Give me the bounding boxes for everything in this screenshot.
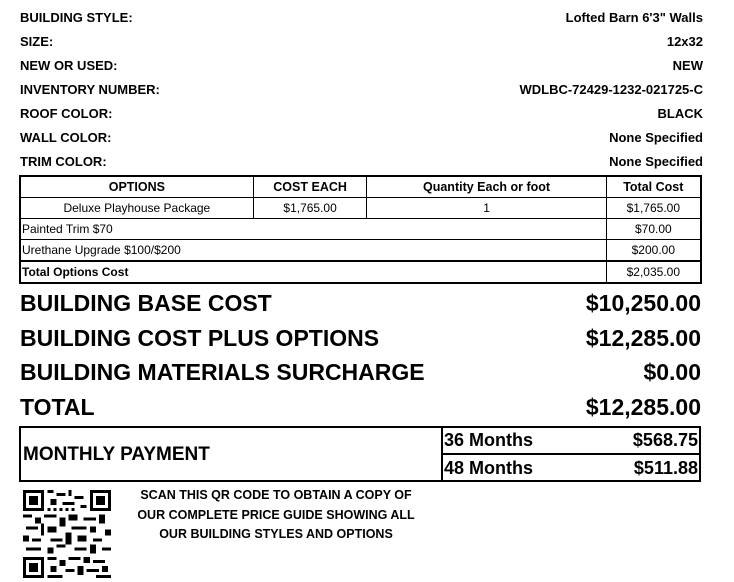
monthly-payment-label: MONTHLY PAYMENT xyxy=(23,444,210,465)
monthly-payment-box xyxy=(19,426,701,482)
spec-row-new-or-used xyxy=(0,58,734,82)
summary-cost-plus-options xyxy=(0,325,734,359)
table-row xyxy=(20,198,701,219)
spec-label: INVENTORY NUMBER: xyxy=(20,82,160,97)
option-name: Urethane Upgrade $100/$200 xyxy=(20,240,606,262)
spec-label: NEW OR USED: xyxy=(20,58,118,73)
summary-materials-surcharge xyxy=(0,359,734,393)
spec-row-building-style xyxy=(0,10,734,34)
divider xyxy=(441,453,699,455)
term-48-months: 48 Months xyxy=(444,458,534,478)
option-total: $70.00 xyxy=(606,219,701,240)
spec-value: BLACK xyxy=(657,106,703,121)
summary-value: $12,285.00 xyxy=(585,325,701,351)
option-total: $1,765.00 xyxy=(606,198,701,219)
spec-row-inventory-number xyxy=(0,82,734,106)
column-header-options: OPTIONS xyxy=(20,176,253,198)
summary-label: BUILDING BASE COST xyxy=(20,290,272,316)
table-header-row xyxy=(20,176,701,198)
spec-value: None Specified xyxy=(609,154,703,169)
spec-row-size xyxy=(0,34,734,58)
amount-48-months: $511.88 xyxy=(633,458,698,478)
option-cost-each: $1,765.00 xyxy=(253,198,367,219)
summary-base-cost xyxy=(0,290,734,324)
column-header-total-cost: Total Cost xyxy=(606,176,701,198)
table-row xyxy=(20,240,701,262)
spec-label: BUILDING STYLE: xyxy=(20,10,133,25)
spec-value: None Specified xyxy=(609,130,703,145)
option-name: Deluxe Playhouse Package xyxy=(20,198,253,219)
summary-label: TOTAL xyxy=(20,394,95,420)
qr-text-line: OUR BUILDING STYLES AND OPTIONS xyxy=(159,527,393,541)
summary-label: BUILDING MATERIALS SURCHARGE xyxy=(20,359,425,385)
option-total: $200.00 xyxy=(606,240,701,262)
table-row xyxy=(20,219,701,240)
spec-label: SIZE: xyxy=(20,34,54,49)
spec-label: ROOF COLOR: xyxy=(20,106,113,121)
total-options-value: $2,035.00 xyxy=(606,261,701,283)
summary-total xyxy=(0,394,734,428)
total-options-label: Total Options Cost xyxy=(20,261,606,283)
options-table xyxy=(19,175,702,284)
qr-text-line: OUR COMPLETE PRICE GUIDE SHOWING ALL xyxy=(137,507,415,522)
spec-label: TRIM COLOR: xyxy=(20,154,107,169)
spec-value: 12x32 xyxy=(666,34,703,49)
column-header-cost-each: COST EACH xyxy=(253,176,367,198)
spec-label: WALL COLOR: xyxy=(20,130,112,145)
summary-label: BUILDING COST PLUS OPTIONS xyxy=(20,325,380,351)
total-options-row xyxy=(20,261,701,283)
spec-value: NEW xyxy=(672,58,703,73)
summary-value: $12,285.00 xyxy=(585,394,701,420)
column-header-quantity: Quantity Each or foot xyxy=(367,176,606,198)
amount-36-months: $568.75 xyxy=(632,430,698,450)
spec-row-wall-color xyxy=(0,130,734,154)
qr-instructions xyxy=(120,486,432,545)
qr-code-icon[interactable] xyxy=(23,490,111,578)
spec-row-roof-color xyxy=(0,106,734,130)
option-name: Painted Trim $70 xyxy=(20,219,606,240)
summary-value: $10,250.00 xyxy=(585,290,701,316)
term-36-months: 36 Months xyxy=(444,430,534,450)
spec-value: WDLBC-72429-1232-021725-C xyxy=(519,82,703,97)
qr-text-line: SCAN THIS QR CODE TO OBTAIN A COPY OF xyxy=(140,488,412,502)
summary-value: $0.00 xyxy=(643,359,701,385)
spec-value: Lofted Barn 6'3" Walls xyxy=(565,10,703,25)
option-quantity: 1 xyxy=(367,198,606,219)
